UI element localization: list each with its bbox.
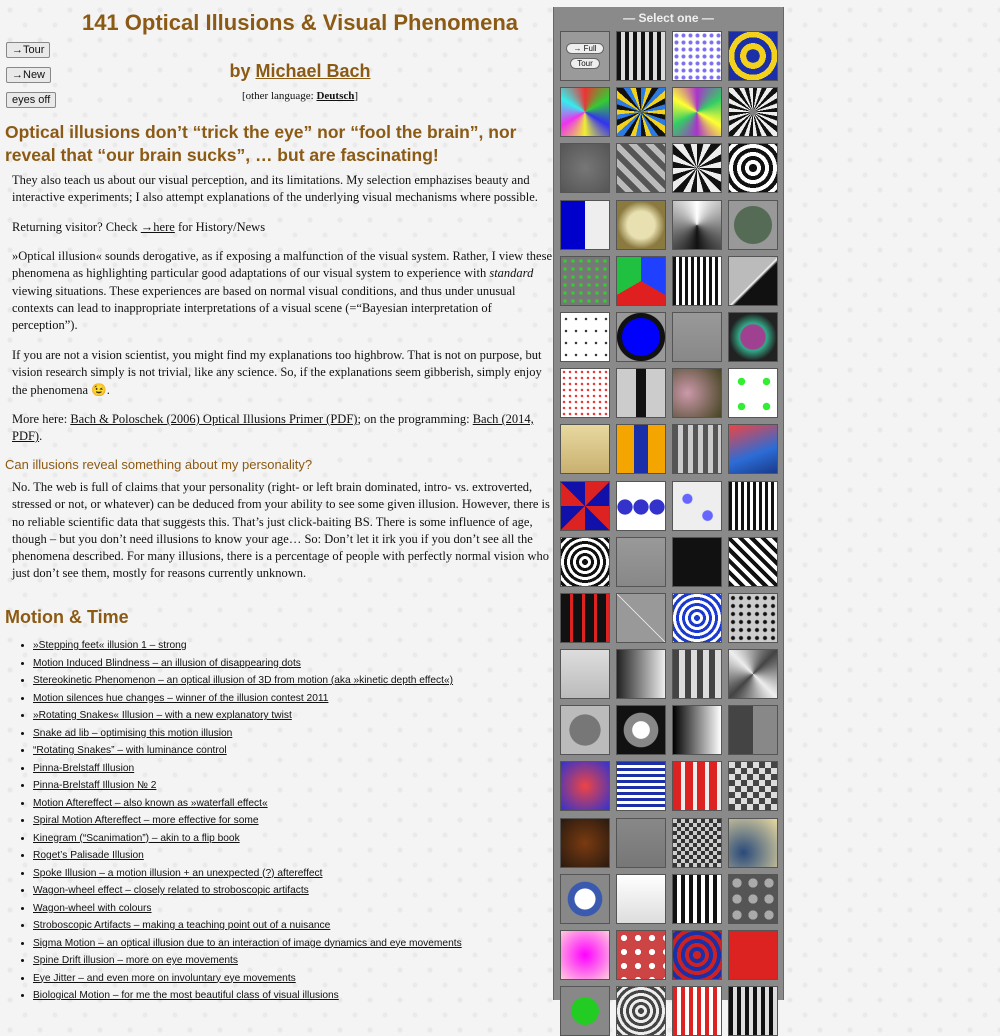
intro-paragraph-4: If you are not a vision scientist, you might find my explanations too highbrow. That is not on purpose, but vision research simply is not trivial, like any science. So, if the explanations seem gibberish, simply enjoy the phenomena 😉.	[12, 348, 542, 397]
spine-drift-thumb-icon[interactable]	[560, 312, 610, 362]
eye-photo-thumb-icon[interactable]	[616, 818, 666, 868]
list-item	[33, 637, 462, 655]
bubbles-thumb-icon[interactable]	[560, 930, 610, 980]
illusion-link[interactable]: Motion Aftereffect – also known as »waterfall effect«	[33, 797, 268, 809]
list-item	[33, 830, 462, 848]
list-item	[33, 690, 462, 708]
pinna-thumb-icon[interactable]	[560, 143, 610, 193]
orange-cross-thumb-icon[interactable]	[672, 424, 722, 474]
illusion-link[interactable]: »Rotating Snakes« Illusion – with a new explanatory twist	[33, 710, 292, 721]
list-item	[33, 935, 462, 953]
gradient-bar-thumb-icon[interactable]	[672, 649, 722, 699]
blue-spiral-thumb-icon[interactable]	[728, 593, 778, 643]
partial-4-thumb-icon[interactable]	[728, 986, 778, 1036]
list-item	[33, 865, 462, 883]
lang-open: [other language:	[241, 90, 314, 102]
personality-heading: Can illusions reveal something about my personality?	[5, 457, 313, 472]
stroboscopic-thumb-icon[interactable]	[672, 256, 722, 306]
circle-pattern-thumb-icon[interactable]	[560, 649, 610, 699]
blue-stripes-thumb-icon[interactable]	[672, 761, 722, 811]
rotating-snakes-thumb-icon[interactable]	[616, 87, 666, 137]
eye-thumb-icon[interactable]	[728, 368, 778, 418]
curvy-grid-thumb-icon[interactable]	[560, 593, 610, 643]
purple-ring-thumb-icon[interactable]	[560, 368, 610, 418]
page-title: 141 Optical Illusions & Visual Phenomena	[81, 10, 519, 35]
color-wheel-thumb-icon[interactable]	[616, 256, 666, 306]
byline-by: by	[229, 61, 251, 81]
illusion-link[interactable]: Motion Induced Blindness – an illusion of disappearing dots	[33, 657, 301, 669]
illusion-link[interactable]: Stereokinetic Phenomenon – an optical illusion of 3D from motion (aka »kinetic depth effect«)	[33, 675, 454, 686]
lang-close: ]	[354, 90, 359, 102]
returning-text: Returning visitor? Check	[12, 220, 138, 234]
list-item	[33, 952, 462, 970]
list-item	[33, 970, 462, 988]
color-squares-thumb-icon[interactable]	[616, 761, 666, 811]
list-item	[33, 655, 462, 673]
black-bar-thumb-icon[interactable]	[672, 368, 722, 418]
history-link[interactable]: →here	[140, 220, 175, 234]
programming-text: ; on the programming:	[357, 412, 470, 426]
list-item	[33, 672, 462, 690]
gray-snakes-thumb-icon[interactable]	[728, 87, 778, 137]
rectangles-thumb-icon[interactable]	[728, 312, 778, 362]
checker-circle-thumb-icon[interactable]	[672, 143, 722, 193]
green-curve-thumb-icon[interactable]	[728, 705, 778, 755]
illusion-link[interactable]: Sigma Motion – an optical illusion due to an interaction of image dynamics and eye movements	[33, 937, 462, 949]
p3-part-a: »Optical illusion« sounds derogative, as if exposing a malfunction of the visual system. Rather, I view these phenomena as highlighting particular good adaptations of our visual system to experience with	[12, 249, 553, 281]
dot-cloud-thumb-icon[interactable]	[560, 256, 610, 306]
illusion-link[interactable]: Roget’s Palisade Illusion	[33, 850, 144, 861]
illusion-link[interactable]: Wagon-wheel with colours	[33, 902, 152, 914]
kinegram-thumb-icon[interactable]	[560, 200, 610, 250]
palisade-thumb-icon[interactable]	[616, 200, 666, 250]
dot-grid-thumb-icon[interactable]	[672, 31, 722, 81]
language-switch	[60, 90, 540, 102]
motion-list	[0, 637, 462, 1005]
pink-glow-thumb-icon[interactable]	[616, 930, 666, 980]
intro-paragraph-1: They also teach us about our visual perception, and its limitations. My selection emphazises beauty and interactive experiments; I also attempt explanations of the underlying visual mechanisms where possible.	[12, 173, 538, 205]
list-item	[33, 900, 462, 918]
eyes-off-button[interactable]: eyes off	[6, 92, 56, 108]
new-button[interactable]: →New	[6, 67, 51, 83]
list-item	[33, 812, 462, 830]
history-text: for History/News	[177, 220, 266, 234]
list-item	[33, 725, 462, 743]
p3-emphasis: standard	[489, 266, 534, 281]
panel-title: — Select one —	[623, 11, 714, 25]
gradient-tiles-thumb-icon[interactable]	[728, 424, 778, 474]
half-ring-thumb-icon[interactable]	[672, 705, 722, 755]
black-grid-thumb-icon[interactable]	[728, 537, 778, 587]
partial-3-thumb-icon[interactable]	[672, 986, 722, 1036]
figure-thumb-icon[interactable]	[672, 874, 722, 924]
biological-motion-thumb-icon[interactable]	[616, 312, 666, 362]
illusion-link[interactable]: Snake ad lib – optimising this motion illusion	[33, 727, 233, 739]
list-item	[33, 987, 462, 1005]
bicycle-thumb-icon[interactable]	[672, 818, 722, 868]
list-item	[33, 777, 462, 795]
red-pattern-thumb-icon[interactable]	[672, 930, 722, 980]
illusion-link[interactable]: »Stepping feet« illusion 1 – strong	[33, 640, 187, 651]
red-blue-rings-thumb-icon[interactable]	[728, 930, 778, 980]
checker-fade-thumb-icon[interactable]	[728, 818, 778, 868]
full-button[interactable]: → Full	[566, 43, 603, 54]
list-item	[33, 707, 462, 725]
oval-rings-thumb-icon[interactable]	[616, 537, 666, 587]
wagon-wheel-thumb-icon[interactable]	[728, 200, 778, 250]
list-item	[33, 760, 462, 778]
star-snakes-thumb-icon[interactable]	[672, 87, 722, 137]
gray-stripes-thumb-icon[interactable]	[728, 649, 778, 699]
color-snakes-thumb-icon[interactable]	[560, 87, 610, 137]
blue-disk-thumb-icon[interactable]	[672, 312, 722, 362]
motion-heading: Motion & Time	[5, 607, 129, 627]
more-here-text: More here:	[12, 412, 68, 426]
partial-2-thumb-icon[interactable]	[616, 986, 666, 1036]
illusion-link[interactable]: Spiral Motion Aftereffect – more effective for some	[33, 815, 259, 826]
tour-button[interactable]: →Tour	[6, 42, 50, 58]
sigma-thumb-icon[interactable]	[728, 256, 778, 306]
list-item	[33, 847, 462, 865]
wave-art-thumb-icon[interactable]	[560, 874, 610, 924]
stepping-feet-thumb-icon[interactable]	[616, 31, 666, 81]
personality-paragraph: No. The web is full of claims that your personality (right- or left brain dominated, intro- vs. extroverted, stressed or not, or whatever) can be deduced from your ability to see some given illusion. However, there is no reliable scientific data that suggests this. That’s just click-baiting BS. There is some influence of age, though – but you don’t need illusions to know your age… So: Don’t let it irk you if you don’t see all the phenomena described. For many illusions, there is a percentage of people with perfectly normal vision who just don’t see them, mostly for reasons currently unknown.	[12, 480, 550, 581]
p3-part-b: viewing situations. These experiences are based on normal visual conditions, and thus under unusual contexts can lead to inappropriate interpretations of a visual scene (=“Bayesian interpretation of perception”).	[12, 283, 516, 333]
spoke-thumb-icon[interactable]	[672, 200, 722, 250]
question-mark-thumb-icon[interactable]	[728, 874, 778, 924]
list-item	[33, 917, 462, 935]
manuscript-thumb-icon[interactable]	[616, 424, 666, 474]
illusion-link[interactable]: Biological Motion – for me the most beautiful class of visual illusions	[33, 990, 339, 1001]
intro-paragraph-3	[12, 248, 552, 334]
deutsch-link[interactable]: Deutsch	[316, 90, 355, 102]
intro-paragraph-5	[12, 411, 552, 446]
illusion-link[interactable]: Spine Drift illusion – more on eye movements	[33, 955, 238, 966]
tour-mini-button[interactable]: Tour	[570, 58, 600, 69]
byline	[60, 61, 540, 82]
p5-end: .	[39, 429, 43, 444]
list-item	[33, 882, 462, 900]
illusion-link[interactable]: Eye Jitter – and even more on involuntary eye movements	[33, 972, 296, 984]
checker-3d-thumb-icon[interactable]	[560, 818, 610, 868]
gray-ring-thumb-icon[interactable]	[616, 705, 666, 755]
pinna-2-thumb-icon[interactable]	[616, 143, 666, 193]
illusion-link[interactable]: Spoke Illusion – a motion illusion + an unexpected (?) aftereffect	[33, 867, 323, 879]
programming-pdf-link[interactable]: Bach (2014, PDF)	[12, 412, 534, 444]
blue-dots-thumb-icon[interactable]	[672, 481, 722, 531]
list-item	[33, 795, 462, 813]
illusion-link[interactable]: Pinna-Brelstaff Illusion	[33, 762, 135, 774]
two-gray-squares-thumb-icon[interactable]	[560, 761, 610, 811]
list-item	[33, 742, 462, 760]
pendulum-thumb-icon[interactable]	[616, 649, 666, 699]
full-tour-thumb[interactable]	[560, 31, 610, 81]
green-diamond-thumb-icon[interactable]	[560, 424, 610, 474]
diagonal-square-thumb-icon[interactable]	[672, 593, 722, 643]
partial-1-thumb-icon[interactable]	[560, 986, 610, 1036]
white-square-thumb-icon[interactable]	[616, 874, 666, 924]
select-panel	[553, 7, 784, 1000]
two-dots-thumb-icon[interactable]	[728, 481, 778, 531]
thumbnail-grid	[554, 29, 783, 1036]
author-link[interactable]: Michael Bach	[255, 61, 371, 81]
illusion-link[interactable]: Stroboscopic Artifacts – making a teaching point out of a nuisance	[33, 920, 331, 931]
3d-surface-thumb-icon[interactable]	[560, 481, 610, 531]
red-grid-thumb-icon[interactable]	[616, 593, 666, 643]
illusion-link[interactable]: Pinna-Brelstaff Illusion № 2	[33, 780, 157, 791]
diamonds-thumb-icon[interactable]	[560, 705, 610, 755]
spiral-thumb-icon[interactable]	[728, 143, 778, 193]
red-bars-thumb-icon[interactable]	[728, 761, 778, 811]
intro-paragraph-2	[12, 219, 552, 236]
arrow-lines-thumb-icon[interactable]	[672, 537, 722, 587]
yellow-blue-spiral-thumb-icon[interactable]	[728, 31, 778, 81]
intro-heading: Optical illusions don’t “trick the eye” nor “fool the brain”, nor reveal that “our brain sucks”, … but are fascinating!	[5, 122, 517, 165]
blue-bird-thumb-icon[interactable]	[560, 537, 610, 587]
star-shape-thumb-icon[interactable]	[616, 481, 666, 531]
illusion-link[interactable]: “Rotating Snakes” – with luminance control	[33, 745, 227, 756]
confetti-thumb-icon[interactable]	[616, 368, 666, 418]
illusion-link[interactable]: Kinegram (“Scanimation”) – akin to a flip book	[33, 832, 240, 844]
illusion-link[interactable]: Motion silences hue changes – winner of the illusion contest 2011	[33, 692, 329, 704]
primer-pdf-link[interactable]: Bach & Poloschek (2006) Optical Illusions Primer (PDF)	[70, 412, 358, 426]
illusion-link[interactable]: Wagon-wheel effect – closely related to stroboscopic artifacts	[33, 885, 309, 896]
